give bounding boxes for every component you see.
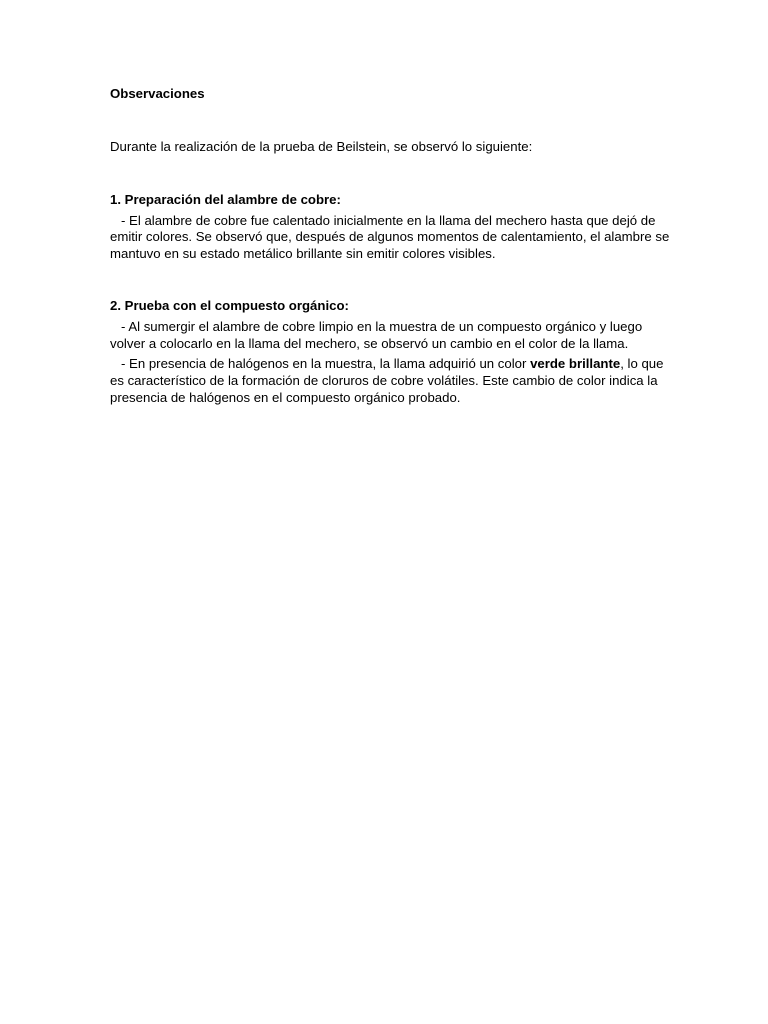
organic-test-paragraph-1 [110, 319, 670, 353]
document-heading: Observaciones [110, 86, 205, 101]
organic-test-text-2-bold: verde brillante [530, 356, 621, 372]
section-organic-test [110, 298, 670, 407]
preparation-text: - El alambre de cobre fue calentado inicialmente en la llama del mechero hasta que dejó de emitir colores. Se observó que, después de algunos momentos de calentamiento, el alambre se mantuvo en su estado metálico brillante sin emitir colores visibles. [110, 212, 670, 262]
section-title-organic-test: 2. Prueba con el compuesto orgánico: [110, 297, 349, 313]
organic-test-indent-1 [110, 319, 121, 334]
preparation-paragraph [110, 213, 670, 263]
organic-test-paragraph-2 [110, 356, 670, 406]
preparation-indent [110, 213, 121, 228]
section-title-preparation: 1. Preparación del alambre de cobre: [110, 191, 341, 207]
organic-test-text-1: - Al sumergir el alambre de cobre limpio en la muestra de un compuesto orgánico y luego volver a colocarlo en la llama del mechero, se observó un cambio en el color de la llama. [110, 318, 643, 351]
document-content [110, 86, 670, 407]
organic-test-text-2-after: , lo que es característico de la formación de cloruros de cobre volátiles. Este cambio de color indica la presencia de halógenos en el compuesto orgánico probado. [110, 356, 664, 405]
section-preparation [110, 192, 670, 263]
organic-test-indent-2 [110, 356, 121, 371]
organic-test-text-2-before: - En presencia de halógenos en la muestra, la llama adquirió un color [121, 356, 531, 372]
intro-paragraph: Durante la realización de la prueba de Beilstein, se observó lo siguiente: [110, 139, 533, 154]
